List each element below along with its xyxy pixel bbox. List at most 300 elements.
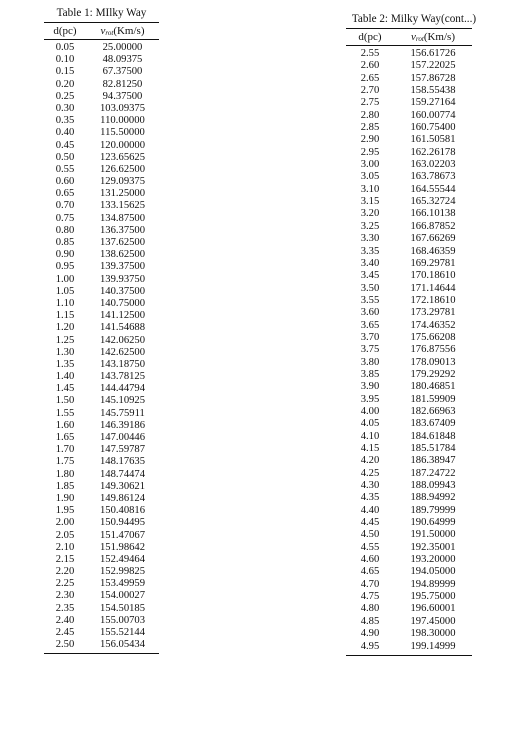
- velocity-symbol: v: [411, 31, 416, 43]
- velocity-cell: 126.62500: [99, 163, 146, 175]
- table-row: [44, 615, 159, 627]
- velocity-cell: 187.24722: [410, 467, 456, 479]
- distance-cell: 1.80: [55, 468, 75, 480]
- table-row: [44, 103, 159, 115]
- distance-cell: 2.80: [360, 109, 380, 121]
- distance-cell: 4.70: [360, 578, 380, 590]
- velocity-cell: 110.00000: [100, 115, 145, 127]
- velocity-cell: 183.67409: [410, 418, 456, 430]
- distance-cell: 3.35: [360, 245, 380, 257]
- table-row: [44, 383, 159, 395]
- velocity-cell: 193.20000: [410, 554, 456, 566]
- velocity-cell: 158.55438: [410, 85, 456, 97]
- velocity-cell: 150.94495: [99, 517, 146, 529]
- velocity-cell: 197.45000: [410, 615, 456, 627]
- velocity-cell: 150.40816: [99, 505, 146, 517]
- distance-cell: 3.10: [360, 183, 380, 195]
- distance-cell: 4.20: [360, 455, 380, 467]
- distance-cell: 0.40: [55, 127, 75, 139]
- distance-cell: 0.30: [55, 102, 75, 114]
- table-2: [330, 12, 498, 656]
- velocity-cell: 174.46352: [410, 319, 456, 331]
- velocity-cell: 142.62500: [99, 346, 146, 358]
- velocity-cell: 149.86124: [99, 492, 146, 504]
- velocity-cell: 157.22025: [410, 60, 456, 72]
- velocity-cell: 155.00703: [99, 614, 146, 626]
- distance-cell: 1.10: [55, 297, 75, 309]
- distance-cell: 3.40: [360, 257, 380, 269]
- distance-cell: 2.20: [55, 566, 75, 578]
- table-row: [346, 517, 472, 529]
- table-row: [44, 493, 159, 505]
- table-row: [44, 578, 159, 590]
- distance-cell: 3.70: [360, 331, 380, 343]
- velocity-cell: 163.78673: [410, 171, 456, 183]
- velocity-cell: 161.50581: [410, 134, 456, 146]
- table-1: [44, 6, 159, 654]
- distance-cell: 0.25: [55, 90, 75, 102]
- table-row: [44, 590, 159, 602]
- table-row: [346, 431, 472, 443]
- velocity-cell: 160.00774: [410, 109, 456, 121]
- velocity-cell: 162.26178: [410, 146, 456, 158]
- table-row: [44, 347, 159, 359]
- velocity-cell: 133.15625: [99, 200, 146, 212]
- table-row: [44, 359, 159, 371]
- distance-cell: 1.15: [55, 310, 75, 322]
- velocity-subscript: rot: [415, 35, 424, 43]
- table-row: [44, 432, 159, 444]
- distance-cell: 3.45: [360, 270, 380, 282]
- distance-cell: 2.70: [360, 85, 380, 97]
- velocity-cell: 166.87852: [410, 220, 456, 232]
- velocity-cell: 67.37500: [102, 66, 143, 78]
- table-row: [44, 408, 159, 420]
- table-row: [346, 468, 472, 480]
- table-row: [44, 237, 159, 249]
- table-row: [44, 456, 159, 468]
- table-row: [346, 320, 472, 332]
- table-row: [346, 529, 472, 541]
- distance-cell: 2.95: [360, 146, 380, 158]
- table-row: [346, 295, 472, 307]
- distance-cell: 3.55: [360, 294, 380, 306]
- velocity-cell: 154.50185: [99, 602, 146, 614]
- distance-cell: 4.80: [360, 603, 380, 615]
- velocity-cell: 176.87556: [410, 344, 456, 356]
- distance-cell: 1.95: [55, 505, 75, 517]
- table-1-col-velocity-header: [86, 23, 159, 39]
- table-row: [346, 505, 472, 517]
- velocity-cell: 143.18750: [99, 358, 146, 370]
- table-row: [44, 298, 159, 310]
- table-row: [44, 322, 159, 334]
- velocity-cell: 139.93750: [99, 273, 146, 285]
- velocity-cell: 151.98642: [99, 541, 146, 553]
- distance-cell: 3.60: [360, 307, 380, 319]
- distance-cell: 1.00: [55, 273, 75, 285]
- table-row: [44, 200, 159, 212]
- table-row: [346, 566, 472, 578]
- distance-cell: 0.70: [55, 200, 75, 212]
- distance-cell: 4.85: [360, 615, 380, 627]
- distance-cell: 1.35: [55, 358, 75, 370]
- distance-cell: 3.25: [360, 220, 380, 232]
- table-2-col-distance-header: d(pc): [358, 31, 382, 43]
- velocity-cell: 115.50000: [100, 127, 145, 139]
- distance-cell: 3.75: [360, 344, 380, 356]
- velocity-cell: 194.89999: [410, 578, 456, 590]
- table-row: [346, 60, 472, 72]
- distance-cell: 1.45: [55, 383, 75, 395]
- table-row: [346, 159, 472, 171]
- velocity-cell: 139.37500: [99, 261, 146, 273]
- distance-cell: 1.55: [55, 407, 75, 419]
- distance-cell: 2.10: [55, 541, 75, 553]
- velocity-cell: 123.65625: [99, 151, 146, 163]
- table-1-rows: [44, 42, 159, 653]
- distance-cell: 4.90: [360, 628, 380, 640]
- table-row: [346, 579, 472, 591]
- velocity-cell: 103.09375: [99, 102, 146, 114]
- velocity-cell: 182.66963: [410, 405, 456, 417]
- velocity-cell: 148.17635: [99, 456, 146, 468]
- velocity-cell: 184.61848: [410, 430, 456, 442]
- distance-cell: 0.15: [55, 66, 75, 78]
- distance-cell: 1.30: [55, 346, 75, 358]
- distance-cell: 0.45: [55, 139, 75, 151]
- distance-cell: 4.40: [360, 504, 380, 516]
- distance-cell: 0.35: [55, 115, 75, 127]
- distance-cell: 4.65: [360, 566, 380, 578]
- velocity-cell: 146.39186: [99, 419, 146, 431]
- velocity-cell: 185.51784: [410, 443, 456, 454]
- distance-cell: 3.90: [360, 381, 380, 393]
- velocity-cell: 165.32724: [410, 196, 456, 208]
- table-row: [346, 542, 472, 554]
- velocity-cell: 199.14999: [410, 640, 456, 652]
- velocity-cell: 152.99825: [99, 566, 146, 578]
- velocity-symbol: v: [100, 25, 106, 37]
- table-1-body: [44, 22, 159, 654]
- table-row: [346, 357, 472, 369]
- distance-cell: 0.75: [55, 212, 75, 224]
- table-row: [44, 505, 159, 517]
- distance-cell: 4.00: [360, 405, 380, 417]
- velocity-cell: 198.30000: [410, 628, 456, 640]
- velocity-cell: 129.09375: [99, 176, 146, 188]
- table-row: [44, 66, 159, 78]
- distance-cell: 2.65: [360, 72, 380, 84]
- distance-cell: 2.55: [360, 48, 380, 59]
- table-row: [44, 530, 159, 542]
- velocity-cell: 152.49464: [99, 553, 146, 565]
- table-row: [44, 213, 159, 225]
- distance-cell: 0.10: [55, 54, 75, 66]
- distance-cell: 3.85: [360, 368, 380, 380]
- table-row: [346, 492, 472, 504]
- velocity-unit: (Km/s): [423, 31, 455, 43]
- distance-cell: 1.25: [55, 334, 75, 346]
- table-row: [44, 395, 159, 407]
- distance-cell: 1.40: [55, 371, 75, 383]
- velocity-cell: 154.00027: [99, 590, 146, 602]
- table-row: [44, 554, 159, 566]
- distance-cell: 0.95: [55, 261, 75, 273]
- table-1-header-row: [44, 23, 159, 40]
- distance-cell: 2.45: [55, 627, 75, 638]
- table-row: [346, 147, 472, 159]
- distance-cell: 4.35: [360, 492, 380, 504]
- velocity-cell: 179.29292: [410, 368, 456, 380]
- table-row: [346, 134, 472, 146]
- distance-cell: 1.65: [55, 432, 75, 443]
- velocity-cell: 48.09375: [102, 54, 143, 66]
- distance-cell: 0.55: [55, 163, 75, 175]
- table-row: [44, 261, 159, 273]
- table-row: [346, 110, 472, 122]
- table-row: [44, 444, 159, 456]
- distance-cell: 0.60: [55, 176, 75, 188]
- distance-cell: 4.05: [360, 418, 380, 430]
- table-row: [44, 566, 159, 578]
- table-row: [44, 469, 159, 481]
- velocity-cell: 145.10925: [99, 395, 146, 407]
- distance-cell: 2.30: [55, 590, 75, 602]
- table-row: [44, 188, 159, 200]
- distance-cell: 0.20: [55, 78, 75, 90]
- table-row: [44, 152, 159, 164]
- velocity-cell: 149.30621: [99, 480, 146, 492]
- velocity-cell: 148.74474: [99, 468, 146, 480]
- table-2-rows: [346, 48, 472, 655]
- distance-cell: 4.60: [360, 554, 380, 566]
- table-2-col-velocity-header: [394, 29, 472, 45]
- distance-cell: 3.65: [360, 319, 380, 331]
- table-row: [44, 140, 159, 152]
- table-row: [44, 115, 159, 127]
- table-2-body: [346, 28, 472, 656]
- table-row: [346, 171, 472, 183]
- table-row: [44, 79, 159, 91]
- velocity-unit: (Km/s): [113, 25, 145, 37]
- table-row: [44, 42, 159, 54]
- table-row: [44, 481, 159, 493]
- table-2-caption: Table 2: Milky Way(cont...): [351, 13, 477, 25]
- distance-cell: 1.70: [55, 444, 75, 456]
- velocity-cell: 147.00446: [99, 432, 146, 443]
- table-row: [44, 274, 159, 286]
- velocity-cell: 156.05434: [99, 639, 146, 651]
- table-row: [44, 542, 159, 554]
- table-row: [346, 628, 472, 640]
- distance-cell: 1.20: [55, 322, 75, 334]
- velocity-cell: 192.35001: [410, 541, 456, 553]
- distance-cell: 3.15: [360, 196, 380, 208]
- table-1-caption: Table 1: MIlky Way: [56, 7, 147, 19]
- table-row: [346, 369, 472, 381]
- velocity-cell: 169.29781: [410, 257, 456, 269]
- distance-cell: 2.15: [55, 553, 75, 565]
- table-row: [346, 85, 472, 97]
- velocity-cell: 195.75000: [410, 591, 456, 603]
- velocity-cell: 191.50000: [410, 529, 456, 541]
- table-row: [44, 286, 159, 298]
- distance-cell: 4.25: [360, 467, 380, 479]
- table-row: [346, 641, 472, 653]
- distance-cell: 3.30: [360, 233, 380, 245]
- table-row: [44, 420, 159, 432]
- distance-cell: 3.95: [360, 393, 380, 405]
- velocity-cell: 140.75000: [99, 297, 146, 309]
- velocity-cell: 120.00000: [99, 139, 146, 151]
- table-row: [346, 616, 472, 628]
- distance-cell: 2.75: [360, 97, 380, 109]
- table-row: [346, 307, 472, 319]
- velocity-cell: 189.79999: [410, 504, 456, 516]
- velocity-cell: 143.78125: [99, 371, 146, 383]
- distance-cell: 4.10: [360, 430, 380, 442]
- velocity-cell: 159.27164: [410, 97, 456, 109]
- velocity-cell: 155.52144: [99, 627, 146, 638]
- table-row: [346, 332, 472, 344]
- distance-cell: 3.05: [360, 171, 380, 183]
- table-row: [44, 127, 159, 139]
- velocity-cell: 144.44794: [99, 383, 146, 395]
- velocity-cell: 173.29781: [410, 307, 456, 319]
- velocity-cell: 170.18610: [410, 270, 456, 282]
- distance-cell: 0.65: [55, 188, 75, 200]
- velocity-cell: 140.37500: [99, 285, 146, 297]
- distance-cell: 3.00: [360, 159, 380, 171]
- distance-cell: 1.85: [55, 480, 75, 492]
- velocity-cell: 164.55544: [410, 183, 456, 195]
- distance-cell: 2.90: [360, 134, 380, 146]
- velocity-cell: 166.10138: [410, 208, 456, 220]
- distance-cell: 2.05: [55, 529, 75, 541]
- velocity-cell: 157.86728: [410, 72, 456, 84]
- table-row: [346, 233, 472, 245]
- table-row: [44, 371, 159, 383]
- distance-cell: 2.85: [360, 122, 380, 134]
- velocity-cell: 141.54688: [99, 322, 146, 334]
- table-row: [346, 184, 472, 196]
- table-row: [346, 418, 472, 430]
- velocity-cell: 196.60001: [410, 603, 456, 615]
- distance-cell: 0.50: [55, 151, 75, 163]
- distance-cell: 1.05: [55, 285, 75, 297]
- table-row: [346, 394, 472, 406]
- velocity-cell: 178.09013: [410, 356, 456, 368]
- velocity-cell: 175.66208: [410, 331, 456, 343]
- table-row: [44, 54, 159, 66]
- table-row: [346, 591, 472, 603]
- velocity-cell: 168.46359: [410, 245, 456, 257]
- velocity-cell: 142.06250: [99, 334, 146, 346]
- table-row: [44, 249, 159, 261]
- table-row: [346, 554, 472, 566]
- velocity-cell: 145.75911: [100, 407, 145, 419]
- velocity-cell: 194.05000: [410, 566, 456, 578]
- velocity-cell: 136.37500: [99, 224, 146, 236]
- table-row: [44, 517, 159, 529]
- table-row: [346, 73, 472, 85]
- table-row: [346, 221, 472, 233]
- distance-cell: 4.30: [360, 480, 380, 492]
- distance-cell: 4.15: [360, 443, 380, 454]
- velocity-cell: 167.66269: [410, 233, 456, 245]
- table-row: [44, 603, 159, 615]
- distance-cell: 2.35: [55, 602, 75, 614]
- velocity-cell: 181.59909: [410, 393, 456, 405]
- distance-cell: 2.00: [55, 517, 75, 529]
- velocity-cell: 153.49959: [99, 578, 146, 590]
- distance-cell: 1.60: [55, 419, 75, 431]
- table-row: [346, 443, 472, 455]
- distance-cell: 1.90: [55, 492, 75, 504]
- table-row: [346, 122, 472, 134]
- velocity-cell: 188.94992: [410, 492, 456, 504]
- distance-cell: 1.50: [55, 395, 75, 407]
- table-row: [44, 335, 159, 347]
- distance-cell: 0.05: [55, 42, 75, 53]
- velocity-subscript: rot: [105, 29, 114, 37]
- velocity-cell: 141.12500: [99, 310, 146, 322]
- distance-cell: 4.75: [360, 591, 380, 603]
- velocity-cell: 151.47067: [99, 529, 146, 541]
- distance-cell: 3.50: [360, 282, 380, 294]
- distance-cell: 2.40: [55, 614, 75, 626]
- velocity-cell: 134.87500: [99, 212, 146, 224]
- table-row: [346, 97, 472, 109]
- distance-cell: 3.20: [360, 208, 380, 220]
- distance-cell: 4.50: [360, 529, 380, 541]
- table-row: [346, 270, 472, 282]
- distance-cell: 2.60: [360, 60, 380, 72]
- distance-cell: 1.75: [55, 456, 75, 468]
- velocity-cell: 138.62500: [99, 249, 146, 261]
- table-row: [44, 91, 159, 103]
- distance-cell: 3.80: [360, 356, 380, 368]
- table-row: [346, 406, 472, 418]
- table-row: [346, 344, 472, 356]
- distance-cell: 0.80: [55, 224, 75, 236]
- table-row: [346, 208, 472, 220]
- table-row: [44, 225, 159, 237]
- table-row: [44, 164, 159, 176]
- table-row: [346, 283, 472, 295]
- velocity-cell: 82.81250: [102, 78, 143, 90]
- velocity-cell: 160.75400: [410, 122, 456, 134]
- velocity-cell: 172.18610: [410, 294, 456, 306]
- velocity-cell: 190.64999: [410, 517, 456, 529]
- velocity-cell: 25.00000: [102, 42, 143, 53]
- velocity-cell: 186.38947: [410, 455, 456, 467]
- table-1-col-distance-header: d(pc): [53, 25, 77, 37]
- table-row: [44, 176, 159, 188]
- velocity-cell: 156.61726: [410, 48, 456, 59]
- table-row: [44, 639, 159, 651]
- distance-cell: 2.50: [55, 639, 75, 651]
- velocity-cell: 94.37500: [102, 90, 143, 102]
- table-row: [346, 381, 472, 393]
- velocity-cell: 163.02203: [410, 159, 456, 171]
- velocity-cell: 147.59787: [99, 444, 146, 456]
- velocity-cell: 180.46851: [410, 381, 456, 393]
- table-row: [346, 246, 472, 258]
- table-row: [44, 310, 159, 322]
- distance-cell: 0.90: [55, 249, 75, 261]
